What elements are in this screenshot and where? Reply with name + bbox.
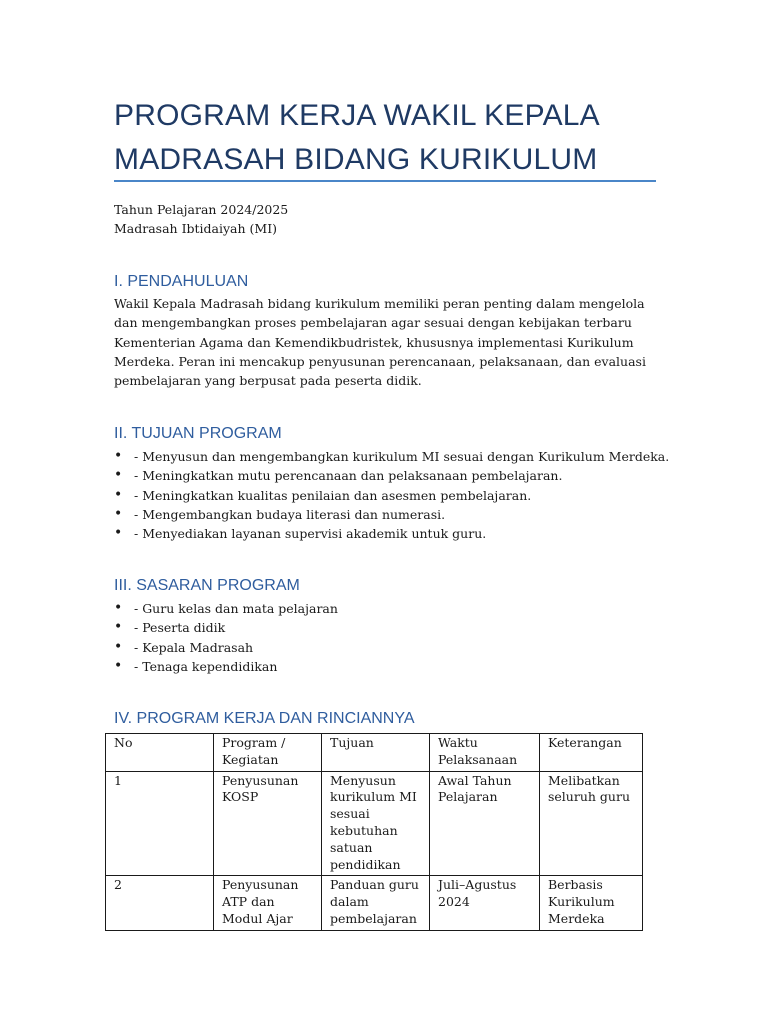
table-cell: Penyusunan ATP dan Modul Ajar	[214, 876, 322, 930]
list-item	[114, 524, 669, 543]
list-item	[114, 657, 338, 676]
table-cell: 1	[106, 771, 214, 876]
targets-list	[114, 599, 338, 676]
target-text: - Tenaga kependidikan	[134, 658, 278, 674]
target-text: - Kepala Madrasah	[134, 639, 254, 655]
table-row	[106, 876, 643, 930]
targets-heading: III. SASARAN PROGRAM	[114, 577, 300, 594]
column-header-program: Program / Kegiatan	[214, 734, 322, 772]
table-cell: Berbasis Kurikulum Merdeka	[540, 876, 643, 930]
academic-year: Tahun Pelajaran 2024/2025	[114, 202, 289, 217]
table-cell: Panduan guru dalam pembelajaran	[322, 876, 430, 930]
list-item	[114, 447, 669, 466]
goals-list	[114, 447, 669, 543]
column-header-waktu: Waktu Pelaksanaan	[430, 734, 540, 772]
bullet-icon: •	[114, 638, 123, 655]
table-cell: Melibatkan seluruh guru	[540, 771, 643, 876]
table-cell: Menyusun kurikulum MI sesuai kebutuhan satuan pendidikan	[322, 771, 430, 876]
title-divider	[114, 180, 656, 182]
goal-text: - Menyediakan layanan supervisi akademik untuk guru.	[134, 526, 487, 542]
list-item	[114, 599, 338, 618]
list-item	[114, 505, 669, 524]
program-heading: IV. PROGRAM KERJA DAN RINCIANNYA	[114, 710, 415, 727]
bullet-icon: •	[114, 448, 123, 464]
table-cell: Juli–Agustus 2024	[430, 876, 540, 930]
school-name: Madrasah Ibtidaiyah (MI)	[114, 221, 278, 236]
intro-paragraph: Wakil Kepala Madrasah bidang kurikulum memiliki peran penting dalam mengelola dan mengembangkan proses pembelajaran agar sesuai dengan kebijakan terbaru Kementerian Agama dan Kemendikbudristek, khususnya implementasi Kurikulum Merdeka. Peran ini mencakup penyusunan perencanaan, pelaksanaan, dan evaluasi pembelajaran yang berpusat pada peserta didik.	[114, 296, 646, 389]
target-text: - Peserta didik	[134, 620, 226, 636]
intro-heading: I. PENDAHULUAN	[114, 273, 249, 290]
goal-text: - Mengembangkan budaya literasi dan numerasi.	[134, 506, 446, 522]
table-cell: Penyusunan KOSP	[214, 771, 322, 876]
bullet-icon: •	[114, 486, 123, 503]
target-text: - Guru kelas dan mata pelajaran	[134, 601, 338, 616]
bullet-icon: •	[114, 619, 123, 636]
list-item	[114, 638, 338, 657]
goal-text: - Meningkatkan kualitas penilaian dan asesmen pembelajaran.	[134, 487, 532, 503]
document-meta	[114, 200, 288, 238]
column-header-no: No	[106, 734, 214, 772]
bullet-icon: •	[114, 657, 123, 674]
goals-heading: II. TUJUAN PROGRAM	[114, 425, 282, 442]
program-table	[105, 733, 643, 931]
table-cell: Awal Tahun Pelajaran	[430, 771, 540, 876]
column-header-keterangan: Keterangan	[540, 734, 643, 772]
bullet-icon: •	[114, 505, 123, 522]
bullet-icon: •	[114, 525, 123, 542]
list-item	[114, 618, 338, 637]
table-row	[106, 771, 643, 876]
document-title: PROGRAM KERJA WAKIL KEPALA MADRASAH BIDANG KURIKULUM	[114, 99, 599, 176]
list-item	[114, 486, 669, 505]
goal-text: - Menyusun dan mengembangkan kurikulum MI sesuai dengan Kurikulum Merdeka.	[134, 449, 670, 464]
bullet-icon: •	[114, 600, 123, 616]
bullet-icon: •	[114, 467, 123, 484]
goal-text: - Meningkatkan mutu perencanaan dan pelaksanaan pembelajaran.	[134, 468, 563, 484]
list-item	[114, 466, 669, 485]
column-header-tujuan: Tujuan	[322, 734, 430, 772]
table-cell: 2	[106, 876, 214, 930]
table-header-row	[106, 734, 643, 772]
